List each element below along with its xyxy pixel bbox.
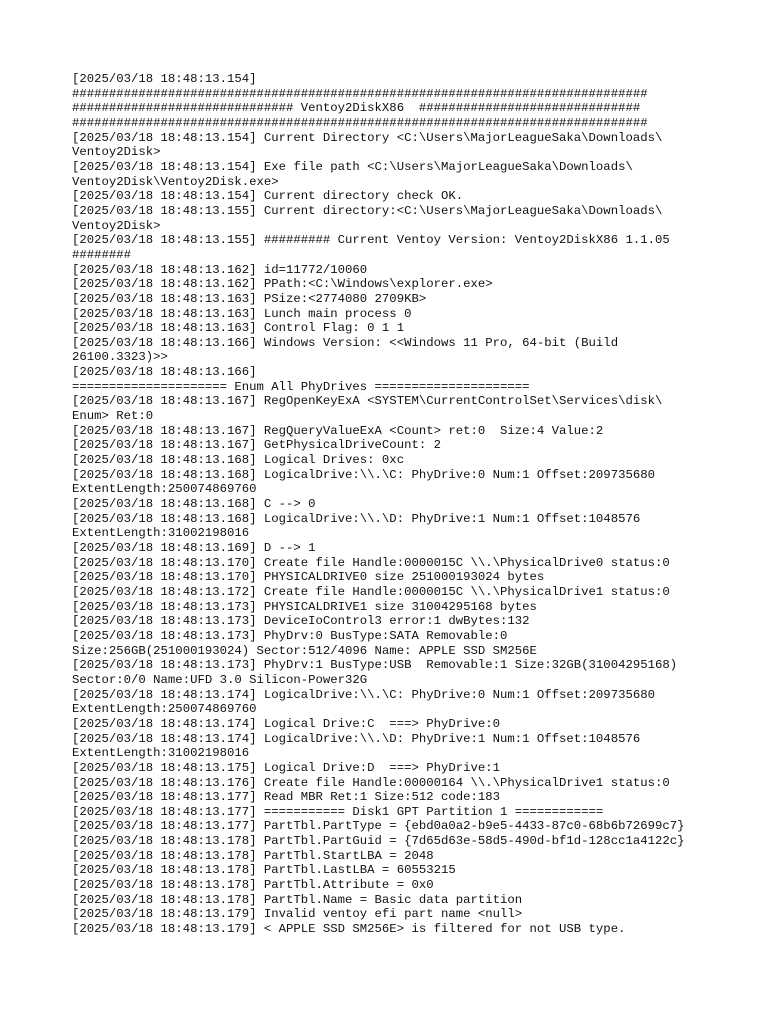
log-line: [2025/03/18 18:48:13.154] Current Directory <C:\Users\MajorLeagueSaka\Downloads\	[72, 130, 663, 145]
log-line: [2025/03/18 18:48:13.162] PPath:<C:\Windows\explorer.exe>	[72, 277, 493, 292]
log-line: [2025/03/18 18:48:13.168] C --> 0	[72, 497, 316, 512]
log-line: [2025/03/18 18:48:13.176] Create file Handle:00000164 \\.\PhysicalDrive1 status:0	[72, 775, 670, 790]
log-line: [2025/03/18 18:48:13.178] PartTbl.PartGuid = {7d65d63e-58d5-490d-bf1d-128cc1a4122c}	[72, 834, 685, 849]
log-line: [2025/03/18 18:48:13.179] Invalid ventoy efi part name <null>	[72, 907, 523, 922]
log-line: [2025/03/18 18:48:13.154]	[72, 72, 257, 86]
log-line: [2025/03/18 18:48:13.168] Logical Drives: 0xc	[72, 453, 405, 468]
log-line: [2025/03/18 18:48:13.173] DeviceIoControl3 error:1 dwBytes:132	[72, 614, 530, 629]
log-line: [2025/03/18 18:48:13.178] PartTbl.StartLBA = 2048	[72, 848, 434, 863]
log-line: [2025/03/18 18:48:13.162] id=11772/10060	[72, 262, 368, 277]
log-line: [2025/03/18 18:48:13.155] ######### Current Ventoy Version: Ventoy2DiskX86 1.1.05	[72, 233, 670, 248]
log-line: [2025/03/18 18:48:13.154] Exe file path <C:\Users\MajorLeagueSaka\Downloads\	[72, 159, 633, 174]
log-line: [2025/03/18 18:48:13.167] RegQueryValueExA <Count> ret:0 Size:4 Value:2	[72, 423, 604, 438]
log-line: [2025/03/18 18:48:13.177] Read MBR Ret:1 Size:512 code:183	[72, 790, 501, 805]
log-line: [2025/03/18 18:48:13.177] =========== Disk1 GPT Partition 1 ============	[72, 804, 604, 819]
log-line: ExtentLength:250074869760	[72, 702, 257, 717]
log-line: ##############################################################################	[72, 115, 648, 130]
log-line: [2025/03/18 18:48:13.174] LogicalDrive:\\.\C: PhyDrive:0 Num:1 Offset:209735680	[72, 687, 655, 702]
log-line: [2025/03/18 18:48:13.179] < APPLE SSD SM256E> is filtered for not USB type.	[72, 922, 626, 937]
log-line: Sector:0/0 Name:UFD 3.0 Silicon-Power32G	[72, 672, 368, 687]
log-line: [2025/03/18 18:48:13.178] PartTbl.Name = Basic data partition	[72, 892, 523, 907]
log-line: [2025/03/18 18:48:13.173] PhyDrv:1 BusType:USB Removable:1 Size:32GB(31004295168)	[72, 658, 678, 673]
log-line: ############################## Ventoy2DiskX86 ##############################	[72, 101, 641, 116]
log-line: [2025/03/18 18:48:13.172] Create file Handle:0000015C \\.\PhysicalDrive1 status:0	[72, 584, 670, 599]
log-line: [2025/03/18 18:48:13.173] PhyDrv:0 BusType:SATA Removable:0	[72, 628, 508, 643]
log-line: [2025/03/18 18:48:13.170] Create file Handle:0000015C \\.\PhysicalDrive0 status:0	[72, 555, 670, 570]
log-line: ########	[72, 247, 132, 262]
log-line: [2025/03/18 18:48:13.177] PartTbl.PartType = {ebd0a0a2-b9e5-4433-87c0-68b6b72699c7}	[72, 819, 685, 834]
log-line: [2025/03/18 18:48:13.168] LogicalDrive:\\.\D: PhyDrive:1 Num:1 Offset:1048576	[72, 511, 641, 526]
log-line: [2025/03/18 18:48:13.166]	[72, 365, 257, 380]
log-line: Enum> Ret:0	[72, 409, 154, 424]
log-line: [2025/03/18 18:48:13.167] RegOpenKeyExA <SYSTEM\CurrentControlSet\Services\disk\	[72, 394, 663, 409]
log-line: [2025/03/18 18:48:13.155] Current directory:<C:\Users\MajorLeagueSaka\Downloads\	[72, 203, 663, 218]
log-line: [2025/03/18 18:48:13.166] Windows Version: <<Windows 11 Pro, 64-bit (Build	[72, 335, 619, 350]
log-line: [2025/03/18 18:48:13.168] LogicalDrive:\\.\C: PhyDrive:0 Num:1 Offset:209735680	[72, 467, 655, 482]
log-line: Ventoy2Disk\Ventoy2Disk.exe>	[72, 174, 279, 189]
log-line: [2025/03/18 18:48:13.175] Logical Drive:D ===> PhyDrive:1	[72, 760, 501, 775]
log-line: ExtentLength:31002198016	[72, 746, 250, 761]
log-line: [2025/03/18 18:48:13.173] PHYSICALDRIVE1 size 31004295168 bytes	[72, 599, 537, 614]
log-line: [2025/03/18 18:48:13.174] Logical Drive:C ===> PhyDrive:0	[72, 716, 501, 731]
log-text-block	[72, 72, 702, 937]
log-line: [2025/03/18 18:48:13.178] PartTbl.LastLBA = 60553215	[72, 863, 456, 878]
log-line: [2025/03/18 18:48:13.169] D --> 1	[72, 541, 316, 555]
log-line: Size:256GB(251000193024) Sector:512/4096 Name: APPLE SSD SM256E	[72, 643, 537, 658]
log-line: ExtentLength:31002198016	[72, 526, 250, 541]
log-line: ##############################################################################	[72, 86, 648, 101]
log-line: [2025/03/18 18:48:13.167] GetPhysicalDriveCount: 2	[72, 438, 441, 453]
log-line: [2025/03/18 18:48:13.154] Current directory check OK.	[72, 189, 464, 204]
log-line: [2025/03/18 18:48:13.163] PSize:<2774080 2709KB>	[72, 291, 427, 306]
log-line: Ventoy2Disk>	[72, 145, 161, 160]
log-line: [2025/03/18 18:48:13.163] Lunch main process 0	[72, 306, 412, 321]
log-line: ===================== Enum All PhyDrives =====================	[72, 379, 530, 394]
log-line: [2025/03/18 18:48:13.174] LogicalDrive:\\.\D: PhyDrive:1 Num:1 Offset:1048576	[72, 731, 641, 746]
log-line: 26100.3323)>>	[72, 350, 168, 365]
log-line: Ventoy2Disk>	[72, 218, 161, 233]
log-line: [2025/03/18 18:48:13.170] PHYSICALDRIVE0 size 251000193024 bytes	[72, 570, 545, 585]
log-line: ExtentLength:250074869760	[72, 482, 257, 497]
log-line: [2025/03/18 18:48:13.163] Control Flag: 0 1 1	[72, 321, 405, 336]
log-line: [2025/03/18 18:48:13.178] PartTbl.Attribute = 0x0	[72, 878, 434, 893]
